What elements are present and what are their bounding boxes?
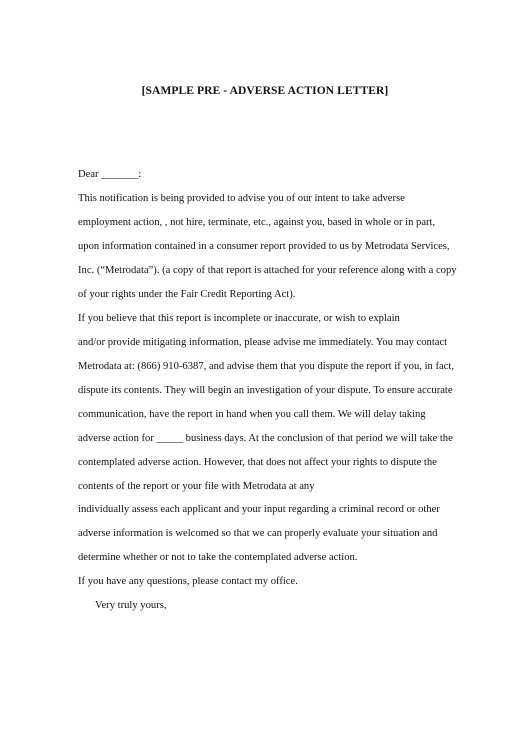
closing: Very truly yours, [95, 600, 167, 611]
letter-title: [SAMPLE PRE - ADVERSE ACTION LETTER] [141, 85, 389, 97]
body-line: communication, have the report in hand when you call them. We will delay taking [78, 409, 426, 420]
body-line: This notification is being provided to advise you of our intent to take adverse [78, 193, 405, 204]
body-line: contents of the report or your file with Metrodata at any [78, 481, 315, 492]
body-line: dispute its contents. They will begin an investigation of your dispute. To ensure accurate [78, 385, 453, 396]
body-line: adverse action for _____ business days. At the conclusion of that period we will take the [78, 433, 453, 444]
body-line: employment action, , not hire, terminate, etc., against you, based in whole or in part, [78, 217, 436, 228]
body-line: Inc. (“Metrodata”). (a copy of that report is attached for your reference along with a copy [78, 265, 457, 276]
body-line: of your rights under the Fair Credit Reporting Act). [78, 289, 296, 300]
body-line: contemplated adverse action. However, that does not affect your rights to dispute the [78, 457, 437, 468]
salutation: Dear _______: [78, 169, 142, 180]
body-line: If you believe that this report is incomplete or inaccurate, or wish to explain [78, 313, 400, 324]
body-line: adverse information is welcomed so that we can properly evaluate your situation and [78, 528, 438, 539]
body-line: and/or provide mitigating information, please advise me immediately. You may contact [78, 337, 448, 348]
body-line: Metrodata at: (866) 910-6387, and advise them that you dispute the report if you, in fact, [78, 361, 454, 372]
body-line: If you have any questions, please contact my office. [78, 576, 298, 587]
body-line: individually assess each applicant and your input regarding a criminal record or other [78, 504, 440, 515]
body-line: determine whether or not to take the contemplated adverse action. [78, 552, 358, 563]
body-line: upon information contained in a consumer report provided to us by Metrodata Services, [78, 241, 450, 252]
